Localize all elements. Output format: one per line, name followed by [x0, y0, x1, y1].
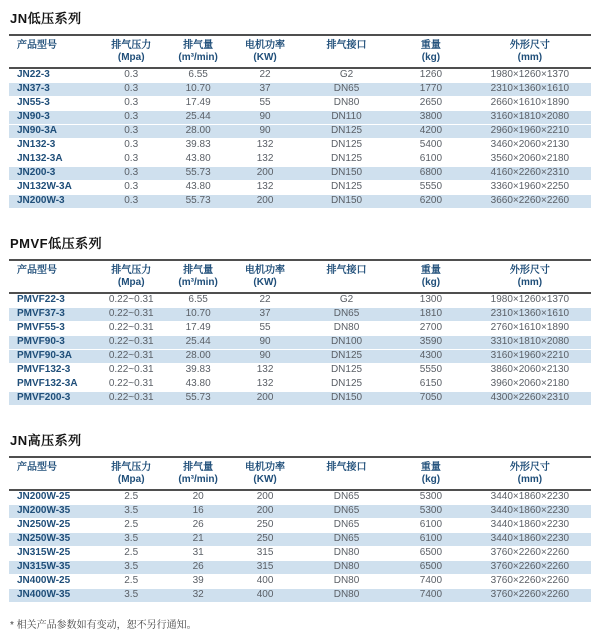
port-cell: DN80: [300, 322, 393, 336]
volume-cell: 17.49: [166, 322, 230, 336]
column-header-model: [9, 457, 96, 490]
volume-cell: 39.83: [166, 364, 230, 378]
column-label: 外形尺寸: [509, 462, 550, 473]
weight-cell: 5550: [393, 364, 469, 378]
column-header-weight: [393, 457, 469, 490]
model-cell: PMVF37-3: [9, 308, 96, 322]
power-cell: 315: [230, 547, 300, 561]
volume-cell: 6.55: [166, 293, 230, 308]
column-header-weight: [393, 35, 469, 68]
power-cell: 22: [230, 293, 300, 308]
power-cell: 55: [230, 322, 300, 336]
header-row: [9, 35, 591, 68]
dims-cell: 2760×1610×1890: [469, 322, 591, 336]
column-label: 排气接口: [326, 265, 367, 276]
port-cell: DN150: [300, 392, 393, 406]
spec-row: [9, 505, 591, 519]
column-header-model: [9, 260, 96, 293]
pressure-cell: 3.5: [96, 589, 166, 603]
spec-row: [9, 167, 591, 181]
port-cell: DN65: [300, 83, 393, 97]
dims-cell: 2660×1610×1890: [469, 97, 591, 111]
weight-cell: 1770: [393, 83, 469, 97]
column-header-power: [230, 35, 300, 68]
table-body: [9, 68, 591, 209]
volume-cell: 43.80: [166, 153, 230, 167]
column-label: 产品型号: [17, 40, 57, 51]
column-label: 产品型号: [17, 462, 57, 473]
dims-cell: 4300×2260×2310: [469, 392, 591, 406]
model-cell: JN132W-3A: [9, 181, 96, 195]
column-label: 外形尺寸: [509, 265, 550, 276]
weight-cell: 6200: [393, 195, 469, 209]
model-cell: JN132-3: [9, 139, 96, 153]
dims-cell: 3760×2260×2260: [469, 561, 591, 575]
weight-cell: 4300: [393, 350, 469, 364]
spec-table: [9, 456, 591, 603]
weight-cell: 6500: [393, 561, 469, 575]
spec-row: [9, 97, 591, 111]
column-label: 电机功率: [245, 462, 286, 473]
footnote: * 相关产品参数如有变动，恕不另行通知。: [10, 620, 197, 631]
spec-row: [9, 322, 591, 336]
port-cell: DN100: [300, 336, 393, 350]
pressure-cell: 0.3: [96, 167, 166, 181]
weight-cell: 1260: [393, 68, 469, 83]
column-header-model: [9, 35, 96, 68]
model-cell: JN200W-35: [9, 505, 96, 519]
pressure-cell: 0.3: [96, 181, 166, 195]
dims-cell: 2960×1960×2210: [469, 125, 591, 139]
spec-row: [9, 195, 591, 209]
pressure-cell: 0.22~0.31: [96, 308, 166, 322]
model-cell: JN200-3: [9, 167, 96, 181]
volume-cell: 43.80: [166, 378, 230, 392]
volume-cell: 32: [166, 589, 230, 603]
port-cell: DN65: [300, 308, 393, 322]
column-header-port: [300, 35, 393, 68]
pressure-cell: 0.3: [96, 68, 166, 83]
model-cell: JN22-3: [9, 68, 96, 83]
weight-cell: 7400: [393, 575, 469, 589]
volume-cell: 55.73: [166, 167, 230, 181]
column-header-port: [300, 260, 393, 293]
port-cell: DN65: [300, 533, 393, 547]
port-cell: DN125: [300, 125, 393, 139]
volume-cell: 39.83: [166, 139, 230, 153]
dims-cell: 3310×1810×2080: [469, 336, 591, 350]
column-label: 排气接口: [326, 462, 367, 473]
port-cell: DN80: [300, 589, 393, 603]
column-header-port: [300, 457, 393, 490]
pressure-cell: 0.22~0.31: [96, 378, 166, 392]
port-cell: DN80: [300, 547, 393, 561]
spec-row: [9, 83, 591, 97]
column-unit: (kg): [421, 474, 441, 485]
column-header-dims: [469, 260, 591, 293]
spec-row: [9, 547, 591, 561]
model-cell: JN400W-25: [9, 575, 96, 589]
column-unit: (mm): [517, 474, 543, 485]
volume-cell: 55.73: [166, 392, 230, 406]
model-cell: JN55-3: [9, 97, 96, 111]
column-unit: (m³/min): [178, 52, 218, 63]
column-label: 重量: [420, 40, 441, 51]
spec-row: [9, 111, 591, 125]
column-label: 排气接口: [326, 40, 367, 51]
spec-row: [9, 378, 591, 392]
volume-cell: 55.73: [166, 195, 230, 209]
volume-cell: 28.00: [166, 350, 230, 364]
power-cell: 200: [230, 490, 300, 505]
dims-cell: 3660×2260×2260: [469, 195, 591, 209]
column-label: 排气量: [183, 265, 214, 276]
header-row: [9, 260, 591, 293]
model-cell: PMVF132-3A: [9, 378, 96, 392]
power-cell: 90: [230, 125, 300, 139]
port-cell: DN125: [300, 181, 393, 195]
model-cell: PMVF132-3: [9, 364, 96, 378]
pressure-cell: 0.22~0.31: [96, 322, 166, 336]
pressure-cell: 0.3: [96, 111, 166, 125]
spec-row: [9, 490, 591, 505]
column-header-dims: [469, 35, 591, 68]
power-cell: 132: [230, 181, 300, 195]
port-cell: G2: [300, 68, 393, 83]
pressure-cell: 2.5: [96, 575, 166, 589]
power-cell: 200: [230, 392, 300, 406]
weight-cell: 1810: [393, 308, 469, 322]
spec-row: [9, 153, 591, 167]
volume-cell: 26: [166, 561, 230, 575]
weight-cell: 5300: [393, 490, 469, 505]
volume-cell: 10.70: [166, 83, 230, 97]
model-cell: JN250W-35: [9, 533, 96, 547]
pressure-cell: 0.3: [96, 83, 166, 97]
weight-cell: 2700: [393, 322, 469, 336]
weight-cell: 3590: [393, 336, 469, 350]
dims-cell: 1980×1260×1370: [469, 68, 591, 83]
dims-cell: 3760×2260×2260: [469, 589, 591, 603]
dims-cell: 1980×1260×1370: [469, 293, 591, 308]
model-cell: JN315W-25: [9, 547, 96, 561]
dims-cell: 2310×1360×1610: [469, 308, 591, 322]
column-unit: (Mpa): [117, 474, 145, 485]
model-cell: JN400W-35: [9, 589, 96, 603]
column-label: 电机功率: [245, 265, 286, 276]
spec-row: [9, 561, 591, 575]
model-cell: JN200W-25: [9, 490, 96, 505]
pressure-cell: 3.5: [96, 561, 166, 575]
column-header-pressure: [96, 457, 166, 490]
model-cell: JN250W-25: [9, 519, 96, 533]
weight-cell: 5400: [393, 139, 469, 153]
volume-cell: 31: [166, 547, 230, 561]
weight-cell: 7050: [393, 392, 469, 406]
column-header-volume: [166, 457, 230, 490]
column-unit: (Mpa): [117, 52, 145, 63]
port-cell: DN125: [300, 153, 393, 167]
port-cell: DN80: [300, 561, 393, 575]
column-label: 排气量: [183, 40, 214, 51]
volume-cell: 26: [166, 519, 230, 533]
model-cell: JN90-3A: [9, 125, 96, 139]
spec-row: [9, 336, 591, 350]
column-unit: (Mpa): [117, 277, 145, 288]
column-label: 排气压力: [111, 265, 152, 276]
port-cell: DN125: [300, 139, 393, 153]
pressure-cell: 0.22~0.31: [96, 392, 166, 406]
power-cell: 250: [230, 533, 300, 547]
dims-cell: 3760×2260×2260: [469, 547, 591, 561]
table-body: [9, 490, 591, 603]
power-cell: 22: [230, 68, 300, 83]
column-unit: (KW): [253, 474, 277, 485]
column-header-dims: [469, 457, 591, 490]
column-header-power: [230, 260, 300, 293]
dims-cell: 3460×2060×2130: [469, 139, 591, 153]
dims-cell: 4160×2260×2310: [469, 167, 591, 181]
spec-row: [9, 392, 591, 406]
spec-row: [9, 575, 591, 589]
port-cell: G2: [300, 293, 393, 308]
power-cell: 200: [230, 167, 300, 181]
dims-cell: 3860×2060×2130: [469, 364, 591, 378]
series-section-pmvf-low-pressure: [9, 233, 591, 406]
spec-row: [9, 364, 591, 378]
spec-table: [9, 259, 591, 406]
volume-cell: 16: [166, 505, 230, 519]
port-cell: DN65: [300, 490, 393, 505]
volume-cell: 20: [166, 490, 230, 505]
power-cell: 132: [230, 139, 300, 153]
weight-cell: 6100: [393, 533, 469, 547]
column-unit: (KW): [253, 277, 277, 288]
model-cell: JN315W-35: [9, 561, 96, 575]
model-cell: JN200W-3: [9, 195, 96, 209]
dims-cell: 3440×1860×2230: [469, 533, 591, 547]
port-cell: DN65: [300, 505, 393, 519]
power-cell: 90: [230, 336, 300, 350]
column-unit: (mm): [517, 277, 543, 288]
model-cell: PMVF55-3: [9, 322, 96, 336]
spec-row: [9, 68, 591, 83]
spec-row: [9, 125, 591, 139]
column-label: 电机功率: [245, 40, 286, 51]
weight-cell: 7400: [393, 589, 469, 603]
model-cell: PMVF90-3: [9, 336, 96, 350]
volume-cell: 39: [166, 575, 230, 589]
column-header-weight: [393, 260, 469, 293]
dims-cell: 3960×2060×2180: [469, 378, 591, 392]
port-cell: DN110: [300, 111, 393, 125]
volume-cell: 10.70: [166, 308, 230, 322]
table-body: [9, 293, 591, 406]
dims-cell: 3360×1960×2250: [469, 181, 591, 195]
power-cell: 90: [230, 350, 300, 364]
section-title: PMVF低压系列: [10, 236, 103, 251]
column-unit: (kg): [421, 52, 441, 63]
column-label: 重量: [420, 462, 441, 473]
model-cell: JN37-3: [9, 83, 96, 97]
dims-cell: 3440×1860×2230: [469, 505, 591, 519]
pressure-cell: 0.3: [96, 125, 166, 139]
pressure-cell: 3.5: [96, 533, 166, 547]
weight-cell: 5550: [393, 181, 469, 195]
model-cell: PMVF22-3: [9, 293, 96, 308]
pressure-cell: 0.3: [96, 195, 166, 209]
weight-cell: 1300: [393, 293, 469, 308]
volume-cell: 28.00: [166, 125, 230, 139]
port-cell: DN65: [300, 519, 393, 533]
section-title: JN低压系列: [10, 11, 82, 26]
volume-cell: 25.44: [166, 111, 230, 125]
volume-cell: 25.44: [166, 336, 230, 350]
dims-cell: 3440×1860×2230: [469, 519, 591, 533]
dims-cell: 2310×1360×1610: [469, 83, 591, 97]
spec-row: [9, 308, 591, 322]
power-cell: 132: [230, 153, 300, 167]
column-label: 重量: [420, 265, 441, 276]
spec-row: [9, 139, 591, 153]
port-cell: DN125: [300, 378, 393, 392]
port-cell: DN150: [300, 167, 393, 181]
dims-cell: 3760×2260×2260: [469, 575, 591, 589]
weight-cell: 6800: [393, 167, 469, 181]
power-cell: 132: [230, 364, 300, 378]
weight-cell: 3800: [393, 111, 469, 125]
column-header-pressure: [96, 35, 166, 68]
column-header-pressure: [96, 260, 166, 293]
dims-cell: 3160×1960×2210: [469, 350, 591, 364]
port-cell: DN80: [300, 97, 393, 111]
dims-cell: 3160×1810×2080: [469, 111, 591, 125]
weight-cell: 5300: [393, 505, 469, 519]
volume-cell: 43.80: [166, 181, 230, 195]
volume-cell: 17.49: [166, 97, 230, 111]
weight-cell: 6100: [393, 519, 469, 533]
column-unit: (m³/min): [178, 277, 218, 288]
column-unit: (mm): [517, 52, 543, 63]
model-cell: JN90-3: [9, 111, 96, 125]
power-cell: 400: [230, 589, 300, 603]
weight-cell: 6100: [393, 153, 469, 167]
port-cell: DN150: [300, 195, 393, 209]
column-unit: (kg): [421, 277, 441, 288]
pressure-cell: 2.5: [96, 490, 166, 505]
spec-row: [9, 519, 591, 533]
volume-cell: 6.55: [166, 68, 230, 83]
spec-row: [9, 181, 591, 195]
pressure-cell: 2.5: [96, 547, 166, 561]
power-cell: 55: [230, 97, 300, 111]
pressure-cell: 0.3: [96, 139, 166, 153]
port-cell: DN80: [300, 575, 393, 589]
spec-table: [9, 34, 591, 209]
column-unit: (KW): [253, 52, 277, 63]
spec-row: [9, 589, 591, 603]
column-header-volume: [166, 260, 230, 293]
column-label: 排气量: [183, 462, 214, 473]
series-section-jn-low-pressure: [9, 8, 591, 209]
port-cell: DN125: [300, 350, 393, 364]
power-cell: 132: [230, 378, 300, 392]
column-header-volume: [166, 35, 230, 68]
power-cell: 37: [230, 83, 300, 97]
series-section-jn-high-pressure: [9, 430, 591, 603]
power-cell: 37: [230, 308, 300, 322]
column-unit: (m³/min): [178, 474, 218, 485]
power-cell: 400: [230, 575, 300, 589]
weight-cell: 6150: [393, 378, 469, 392]
power-cell: 90: [230, 111, 300, 125]
power-cell: 315: [230, 561, 300, 575]
column-header-power: [230, 457, 300, 490]
pressure-cell: 0.22~0.31: [96, 293, 166, 308]
column-label: 产品型号: [17, 265, 57, 276]
spec-row: [9, 293, 591, 308]
power-cell: 200: [230, 505, 300, 519]
pressure-cell: 0.22~0.31: [96, 364, 166, 378]
pressure-cell: 0.3: [96, 97, 166, 111]
dims-cell: 3440×1860×2230: [469, 490, 591, 505]
column-label: 排气压力: [111, 462, 152, 473]
power-cell: 200: [230, 195, 300, 209]
pressure-cell: 0.22~0.31: [96, 350, 166, 364]
spec-row: [9, 533, 591, 547]
spec-row: [9, 350, 591, 364]
header-row: [9, 457, 591, 490]
weight-cell: 6500: [393, 547, 469, 561]
column-label: 外形尺寸: [509, 40, 550, 51]
column-label: 排气压力: [111, 40, 152, 51]
pressure-cell: 3.5: [96, 505, 166, 519]
pressure-cell: 0.3: [96, 153, 166, 167]
pressure-cell: 0.22~0.31: [96, 336, 166, 350]
weight-cell: 2650: [393, 97, 469, 111]
port-cell: DN125: [300, 364, 393, 378]
model-cell: PMVF200-3: [9, 392, 96, 406]
pressure-cell: 2.5: [96, 519, 166, 533]
model-cell: PMVF90-3A: [9, 350, 96, 364]
section-title: JN高压系列: [10, 433, 82, 448]
model-cell: JN132-3A: [9, 153, 96, 167]
weight-cell: 4200: [393, 125, 469, 139]
power-cell: 250: [230, 519, 300, 533]
dims-cell: 3560×2060×2180: [469, 153, 591, 167]
volume-cell: 21: [166, 533, 230, 547]
